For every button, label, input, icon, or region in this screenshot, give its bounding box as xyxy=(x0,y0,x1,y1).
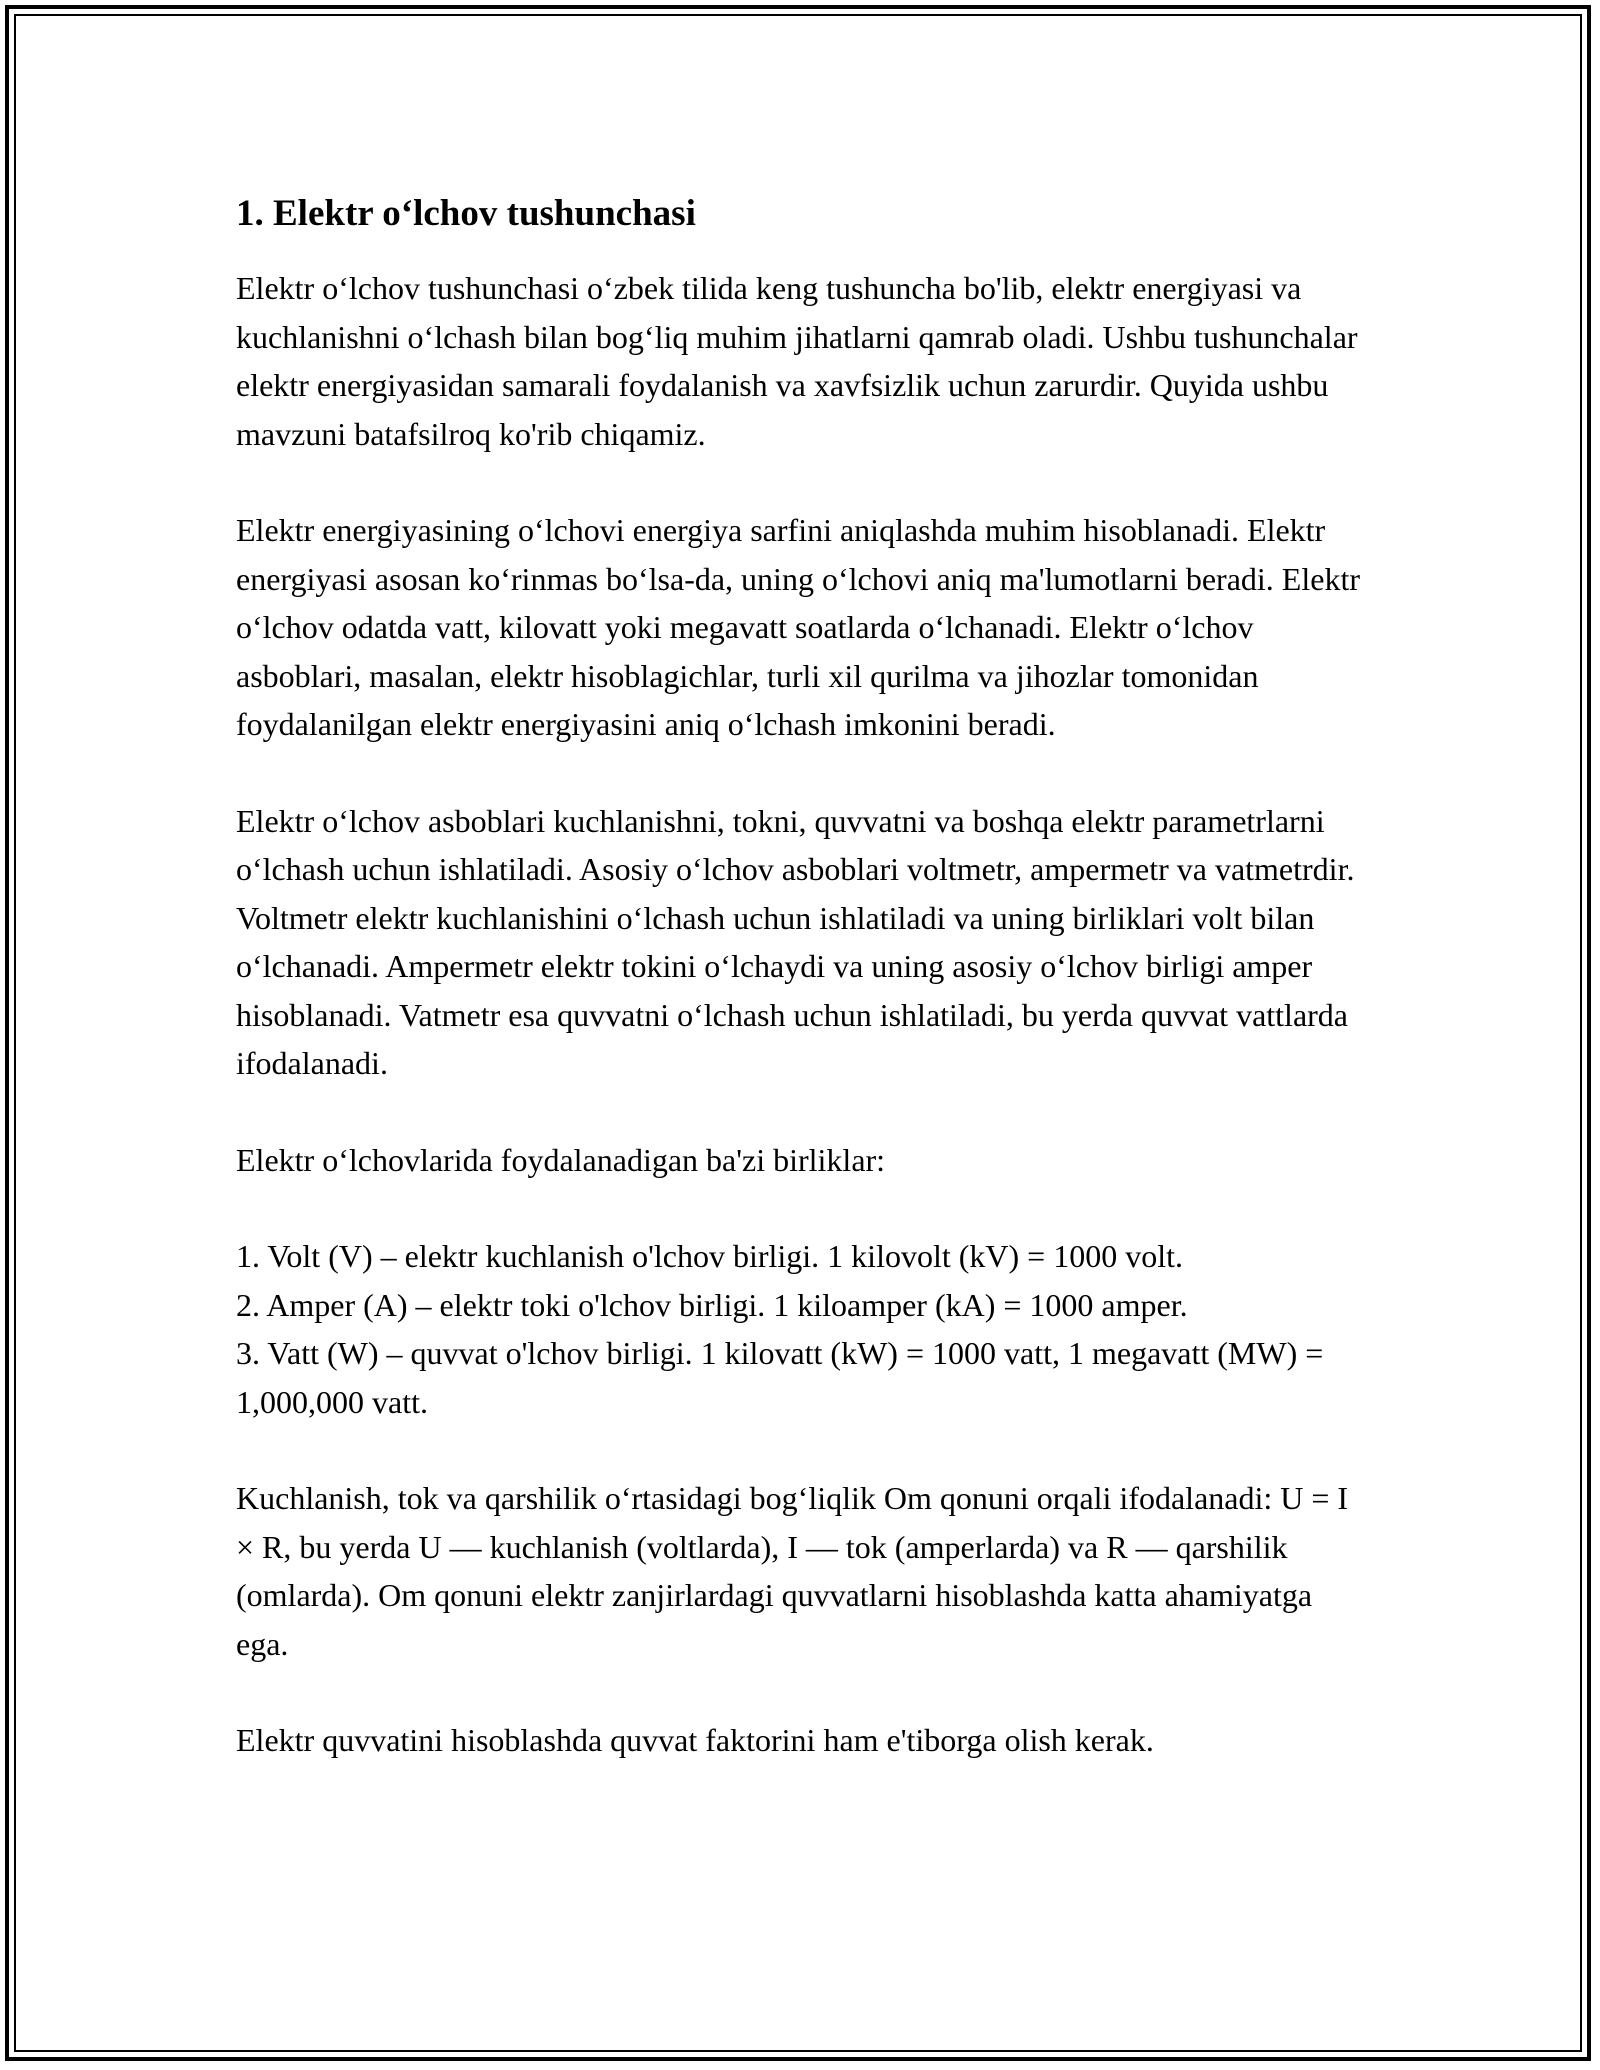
list-item-volt: 1. Volt (V) – elektr kuchlanish o'lchov birligi. 1 kilovolt (kV) = 1000 volt. xyxy=(236,1238,1183,1274)
paragraph-instruments: Elektr o‘lchov asboblari kuchlanishni, tokni, quvvatni va boshqa elektr parametrlarni o‘lchash uchun ishlatiladi. Asosiy o‘lchov asboblari voltmetr, ampermetr va vatmetrdir. Voltmetr elektr kuchlanishini o‘lchash uchun ishlatiladi va uning birliklari volt bilan o‘lchanadi. Ampermetr elektr tokini o‘lchaydi va uning asosiy o‘lchov birligi amper hisoblanadi. Vatmetr esa quvvatni o‘lchash uchun ishlatiladi, bu yerda quvvat vattlarda ifodalanadi. xyxy=(236,802,1355,1081)
paragraph-ohms-law: Kuchlanish, tok va qarshilik o‘rtasidagi bog‘liqlik Om qonuni orqali ifodalanadi: U = I × R, bu yerda U — kuchlanish (voltlarda), I — tok (amperlarda) va R — qarshilik (omlarda). Om qonuni elektr zanjirlardagi quvvatlarni hisoblashda katta ahamiyatga ega. xyxy=(236,1480,1349,1662)
paragraph-power-factor: Elektr quvvatini hisoblashda quvvat faktorini ham e'tiborga olish kerak. xyxy=(236,1722,1154,1758)
paragraph-energy-measurement: Elektr energiyasining o‘lchovi energiya sarfini aniqlashda muhim hisoblanadi. Elektr energiyasi asosan ko‘rinmas bo‘lsa-da, uning o‘lchovi aniq ma'lumotlarni beradi. Elektr o‘lchov odatda vatt, kilovatt yoki megavatt soatlarda o‘lchanadi. Elektr o‘lchov asboblari, masalan, elektr hisoblagichlar, turli xil qurilma va jihozlar tomonidan foydalanilgan elektr energiyasini aniq o‘lchash imkonini beradi. xyxy=(236,512,1360,742)
units-list xyxy=(236,1232,1366,1426)
list-item-amper: 2. Amper (A) – elektr toki o'lchov birligi. 1 kiloamper (kA) = 1000 amper. xyxy=(236,1286,1188,1323)
paragraph-units-intro: Elektr o‘lchovlarida foydalanadigan ba'zi birliklar: xyxy=(236,1141,886,1178)
paragraph-intro: Elektr o‘lchov tushunchasi o‘zbek tilida keng tushuncha bo'lib, elektr energiyasi va kuchlanishni o‘lchash bilan bog‘liq muhim jihatlarni qamrab oladi. Ushbu tushunchalar elektr energiyasidan samarali foydalanish va xavfsizlik uchun zarurdir. Quyida ushbu mavzuni batafsilroq ko'rib chiqamiz. xyxy=(236,270,1358,452)
section-heading: 1. Elektr o‘lchov tushunchasi xyxy=(236,193,696,234)
list-item-vatt: 3. Vatt (W) – quvvat o'lchov birligi. 1 kilovatt (kW) = 1000 vatt, 1 megavatt (MW) = 1,000,000 vatt. xyxy=(236,1335,1324,1420)
document-body xyxy=(236,186,1366,1813)
